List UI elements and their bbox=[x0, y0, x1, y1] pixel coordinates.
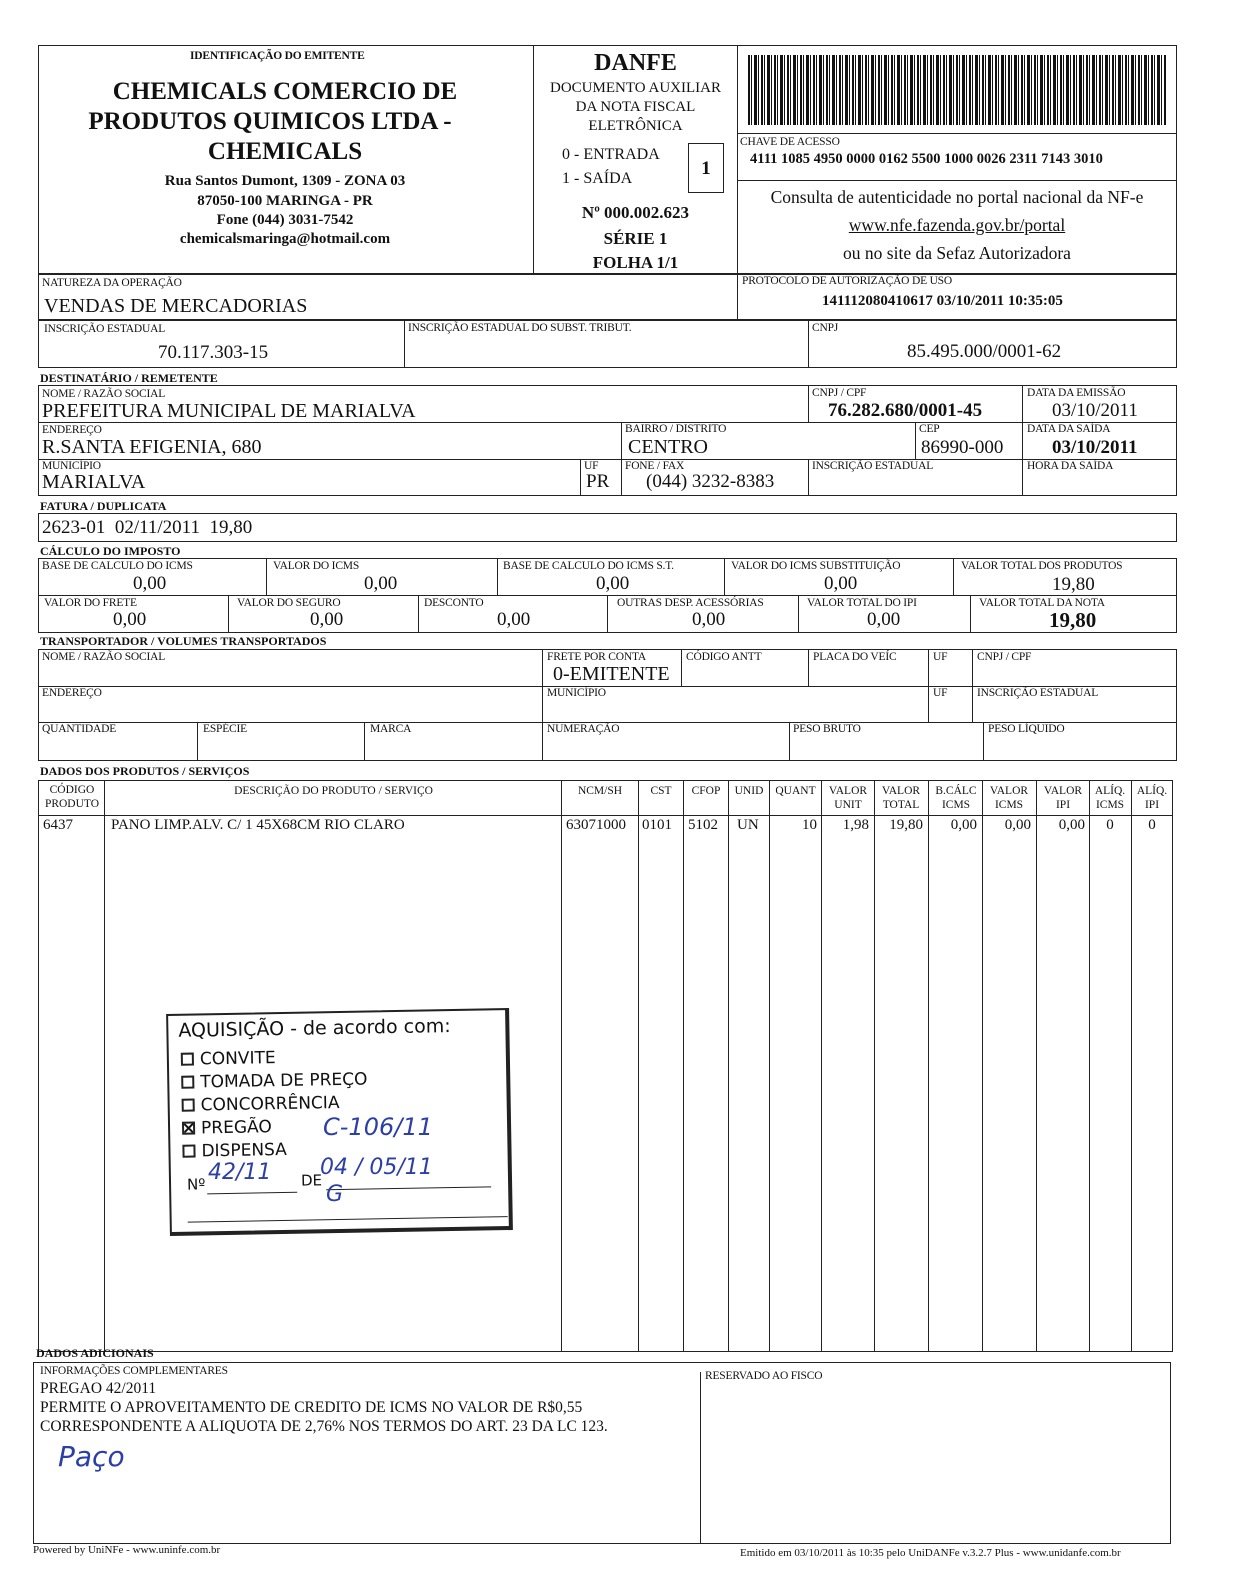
chave-consulta-2: ou no site da Sefaz Autorizadora bbox=[843, 243, 1071, 263]
valor-st: 0,00 bbox=[824, 573, 858, 594]
transp-especie-label: ESPÉCIE bbox=[203, 723, 247, 735]
cnpj-label: CNPJ bbox=[812, 322, 839, 334]
emitente-endereco: Rua Santos Dumont, 1309 - ZONA 03 bbox=[164, 173, 406, 189]
dest-cep: 86990-000 bbox=[921, 437, 1004, 458]
dest-endereco: R.SANTA EFIGENIA, 680 bbox=[42, 436, 262, 458]
checkbox-tomada bbox=[181, 1076, 194, 1089]
emitente-fone: Fone (044) 3031-7542 bbox=[216, 212, 354, 228]
col-header-valor-ipi: VALOR IPI bbox=[1043, 785, 1083, 812]
ipi-label: VALOR TOTAL DO IPI bbox=[807, 597, 917, 609]
dest-endereco-label: ENDEREÇO bbox=[42, 424, 102, 436]
row-bcalc-icms: 0,00 bbox=[950, 817, 977, 833]
row-ncm: 63071000 bbox=[566, 817, 626, 833]
transp-nome-label: NOME / RAZÃO SOCIAL bbox=[42, 651, 166, 663]
ie-label: INSCRIÇÃO ESTADUAL bbox=[44, 323, 166, 335]
row-cst: 0101 bbox=[642, 817, 672, 833]
dest-uf-label: UF bbox=[584, 460, 599, 472]
total-nota: 19,80 bbox=[1049, 608, 1097, 632]
barcode bbox=[748, 55, 1166, 125]
checkbox-dispensa bbox=[182, 1145, 195, 1158]
danfe-entrada: 0 - ENTRADA bbox=[562, 146, 660, 163]
dest-emissao-label: DATA DA EMISSÃO bbox=[1027, 387, 1126, 399]
row-valor-total: 19,80 bbox=[889, 817, 923, 833]
col-header-bcalc-icms: B.CÁLC ICMS bbox=[935, 785, 977, 812]
col-header-aliq-icms: ALÍQ. ICMS bbox=[1094, 785, 1126, 812]
dest-fone-label: FONE / FAX bbox=[625, 460, 685, 472]
info-linha-3: CORRESPONDENTE A ALIQUOTA DE 2,76% NOS TERMOS DO ART. 23 DA LC 123. bbox=[40, 1418, 608, 1435]
fatura-secao: FATURA / DUPLICATA bbox=[40, 499, 167, 513]
stamp-numero-handwriting: 42/11 bbox=[208, 1160, 272, 1185]
row-valor-icms: 0,00 bbox=[1004, 817, 1031, 833]
col-header-cfop: CFOP bbox=[691, 785, 721, 797]
transp-quantidade-label: QUANTIDADE bbox=[42, 723, 117, 735]
transp-cnpj-label: CNPJ / CPF bbox=[977, 651, 1032, 663]
dest-bairro: CENTRO bbox=[628, 436, 708, 458]
transp-frete-label: FRETE POR CONTA bbox=[547, 651, 646, 663]
base-st-label: BASE DE CALCULO DO ICMS S.T. bbox=[503, 560, 674, 572]
ipi: 0,00 bbox=[867, 609, 901, 630]
checkbox-convite bbox=[181, 1053, 194, 1066]
total-prod-label: VALOR TOTAL DOS PRODUTOS bbox=[961, 560, 1123, 572]
dest-cnpj: 76.282.680/0001-45 bbox=[828, 400, 983, 421]
stamp-option-convite: CONVITE bbox=[181, 1048, 276, 1070]
total-prod: 19,80 bbox=[1052, 574, 1095, 595]
danfe-sub-3: ELETRÔNICA bbox=[588, 118, 683, 134]
chave-consulta-1: Consulta de autenticidade no portal nacional da NF-e bbox=[770, 187, 1144, 207]
dest-cnpj-label: CNPJ / CPF bbox=[812, 387, 867, 399]
emitente-label: IDENTIFICAÇÃO DO EMITENTE bbox=[190, 50, 365, 62]
col-header-descricao: DESCRIÇÃO DO PRODUTO / SERVIÇO bbox=[234, 785, 433, 797]
base-icms: 0,00 bbox=[133, 573, 167, 594]
stamp-data-handwriting: 04 / 05/11 bbox=[320, 1155, 433, 1180]
stamp-title: AQUISIÇÃO - de acordo com: bbox=[178, 1015, 451, 1042]
col-header-quant: QUANT bbox=[775, 785, 816, 797]
checkbox-concorrencia bbox=[182, 1099, 195, 1112]
stamp-numero-prefix: Nº bbox=[186, 1175, 206, 1194]
dest-ie-label: INSCRIÇÃO ESTADUAL bbox=[812, 460, 934, 472]
stamp-pregao-handwriting: C-106/11 bbox=[323, 1113, 433, 1141]
chave-valor: 4111 1085 4950 0000 0162 5500 1000 0026 2311 7143 3010 bbox=[750, 151, 1103, 167]
dest-nome: PREFEITURA MUNICIPAL DE MARIALVA bbox=[42, 400, 416, 422]
danfe-folha: FOLHA 1/1 bbox=[592, 253, 679, 272]
info-linha-2: PERMITE O APROVEITAMENTO DE CREDITO DE ICMS NO VALOR DE R$0,55 bbox=[40, 1399, 583, 1416]
frete: 0,00 bbox=[113, 609, 147, 630]
base-icms-label: BASE DE CALCULO DO ICMS bbox=[42, 560, 193, 572]
seguro: 0,00 bbox=[310, 609, 344, 630]
danfe-title: DANFE bbox=[594, 50, 677, 76]
col-header-valor-total: VALOR TOTAL bbox=[881, 785, 921, 812]
col-header-ncm: NCM/SH bbox=[577, 785, 623, 797]
transp-marca-label: MARCA bbox=[370, 723, 412, 735]
emitente-nome-1: CHEMICALS COMERCIO DE bbox=[112, 78, 458, 105]
emitente-nome-2: PRODUTOS QUIMICOS LTDA - bbox=[88, 108, 452, 135]
total-nota-label: VALOR TOTAL DA NOTA bbox=[979, 597, 1105, 609]
info-label: INFORMAÇÕES COMPLEMENTARES bbox=[40, 1365, 228, 1377]
protocolo-label: PROTOCOLO DE AUTORIZAÇÃO DE USO bbox=[742, 275, 952, 287]
imposto-secao: CÁLCULO DO IMPOSTO bbox=[40, 544, 181, 558]
transp-frete: 0-EMITENTE bbox=[553, 663, 670, 685]
danfe-sub-2: DA NOTA FISCAL bbox=[575, 99, 696, 115]
transp-peso-bruto-label: PESO BRUTO bbox=[793, 723, 861, 735]
dest-nome-label: NOME / RAZÃO SOCIAL bbox=[42, 388, 166, 400]
col-header-valor-unit: VALOR UNIT bbox=[828, 785, 868, 812]
assinatura-handwriting: Paço bbox=[58, 1440, 125, 1473]
emitente-nome-3: CHEMICALS bbox=[207, 138, 363, 165]
fisco-label: RESERVADO AO FISCO bbox=[705, 1370, 823, 1382]
col-header-aliq-ipi: ALÍQ. IPI bbox=[1136, 785, 1168, 812]
chave-label: CHAVE DE ACESSO bbox=[740, 136, 840, 148]
valor-icms-label: VALOR DO ICMS bbox=[273, 560, 360, 572]
powered-by: Powered by UniNFe - www.uninfe.com.br bbox=[33, 1544, 221, 1556]
col-header-unid: UNID bbox=[734, 785, 764, 797]
col-header-valor-icms: VALOR ICMS bbox=[989, 785, 1029, 812]
destinatario-secao: DESTINATÁRIO / REMETENTE bbox=[40, 371, 218, 385]
transp-municipio-label: MUNICÍPIO bbox=[547, 687, 606, 699]
row-valor-ipi: 0,00 bbox=[1058, 817, 1085, 833]
dest-fone: (044) 3232-8383 bbox=[646, 471, 775, 492]
dest-municipio: MARIALVA bbox=[42, 471, 146, 493]
transp-peso-liquido-label: PESO LÍQUIDO bbox=[988, 723, 1065, 735]
emitido-em: Emitido em 03/10/2011 às 10:35 pelo UniDANFe v.3.2.7 Plus - www.unidanfe.com.br bbox=[740, 1547, 1121, 1559]
valor-st-label: VALOR DO ICMS SUBSTITUIÇÃO bbox=[731, 560, 901, 572]
transp-uf-label: UF bbox=[933, 651, 948, 663]
desconto-label: DESCONTO bbox=[424, 597, 484, 609]
row-valor-unit: 1,98 bbox=[842, 817, 869, 833]
dest-cep-label: CEP bbox=[919, 423, 940, 435]
outras-label: OUTRAS DESP. ACESSÓRIAS bbox=[617, 597, 764, 609]
info-linha-1: PREGAO 42/2011 bbox=[40, 1380, 157, 1397]
transp-numeracao-label: NUMERAÇÃO bbox=[547, 723, 620, 735]
stamp-rubrica: G bbox=[326, 1182, 344, 1207]
row-aliq-icms: 0 bbox=[1106, 817, 1114, 833]
outras: 0,00 bbox=[692, 609, 726, 630]
emitente-cidade: 87050-100 MARINGA - PR bbox=[197, 193, 373, 209]
transp-placa-label: PLACA DO VEÍC bbox=[813, 651, 897, 663]
stamp-option-pregao: PREGÃO bbox=[182, 1117, 272, 1139]
base-st: 0,00 bbox=[596, 573, 630, 594]
stamp-de-label: DE bbox=[300, 1171, 323, 1190]
transportador-secao: TRANSPORTADOR / VOLUMES TRANSPORTADOS bbox=[40, 634, 327, 648]
ie-valor: 70.117.303-15 bbox=[158, 342, 269, 363]
check-x-icon bbox=[184, 1124, 193, 1133]
row-cfop: 5102 bbox=[688, 817, 718, 833]
emitente-email: chemicalsmaringa@hotmail.com bbox=[179, 231, 391, 247]
row-descricao: PANO LIMP.ALV. C/ 1 45X68CM RIO CLARO bbox=[111, 817, 405, 833]
dest-hora-label: HORA DA SAÍDA bbox=[1027, 460, 1114, 472]
seguro-label: VALOR DO SEGURO bbox=[237, 597, 341, 609]
iest-label: INSCRIÇÃO ESTADUAL DO SUBST. TRIBUT. bbox=[408, 322, 632, 334]
produtos-secao: DADOS DOS PRODUTOS / SERVIÇOS bbox=[40, 764, 250, 778]
adicionais-box bbox=[33, 1362, 1171, 1544]
dest-emissao: 03/10/2011 bbox=[1052, 400, 1138, 421]
row-unid: UN bbox=[737, 817, 759, 833]
desconto: 0,00 bbox=[497, 609, 531, 630]
valor-icms: 0,00 bbox=[364, 573, 398, 594]
stamp-option-dispensa: DISPENSA bbox=[182, 1140, 287, 1162]
dest-municipio-label: MUNICÍPIO bbox=[42, 460, 101, 472]
transp-uf2-label: UF bbox=[933, 687, 948, 699]
adicionais-secao: DADOS ADICIONAIS bbox=[36, 1346, 154, 1360]
checkbox-pregao-checked bbox=[182, 1122, 195, 1135]
stamp-option-concorrencia: CONCORRÊNCIA bbox=[182, 1093, 340, 1116]
dest-saida-label: DATA DA SAÍDA bbox=[1027, 423, 1111, 435]
row-codigo: 6437 bbox=[43, 817, 73, 833]
danfe-tipo-box: 1 bbox=[688, 143, 724, 193]
dest-bairro-label: BAIRRO / DISTRITO bbox=[625, 423, 727, 435]
transp-antt-label: CÓDIGO ANTT bbox=[686, 651, 762, 663]
natureza-label: NATUREZA DA OPERAÇÃO bbox=[42, 277, 182, 289]
fatura-valor: 2623-01 02/11/2011 19,80 bbox=[42, 517, 253, 538]
danfe-saida: 1 - SAÍDA bbox=[562, 170, 633, 187]
danfe-serie: SÉRIE 1 bbox=[603, 229, 668, 248]
transp-ie-label: INSCRIÇÃO ESTADUAL bbox=[977, 687, 1099, 699]
row-aliq-ipi: 0 bbox=[1148, 817, 1156, 833]
danfe-numero: Nº 000.002.623 bbox=[581, 203, 690, 222]
danfe-sub-1: DOCUMENTO AUXILIAR bbox=[550, 80, 721, 96]
protocolo-valor: 141112080410617 03/10/2011 10:35:05 bbox=[822, 293, 1063, 309]
row-quant: 10 bbox=[802, 817, 817, 833]
col-header-cst: CST bbox=[650, 785, 672, 797]
col-header-codigo: CÓDIGO PRODUTO bbox=[44, 784, 100, 811]
chave-portal-link[interactable]: www.nfe.fazenda.gov.br/portal bbox=[848, 215, 1066, 235]
frete-label: VALOR DO FRETE bbox=[44, 597, 137, 609]
natureza-valor: VENDAS DE MERCADORIAS bbox=[44, 295, 308, 317]
cnpj-valor: 85.495.000/0001-62 bbox=[907, 341, 1062, 362]
dest-saida: 03/10/2011 bbox=[1052, 437, 1138, 458]
transp-endereco-label: ENDEREÇO bbox=[42, 687, 102, 699]
dest-uf: PR bbox=[586, 471, 610, 492]
stamp-option-tomada: TOMADA DE PREÇO bbox=[181, 1070, 368, 1093]
